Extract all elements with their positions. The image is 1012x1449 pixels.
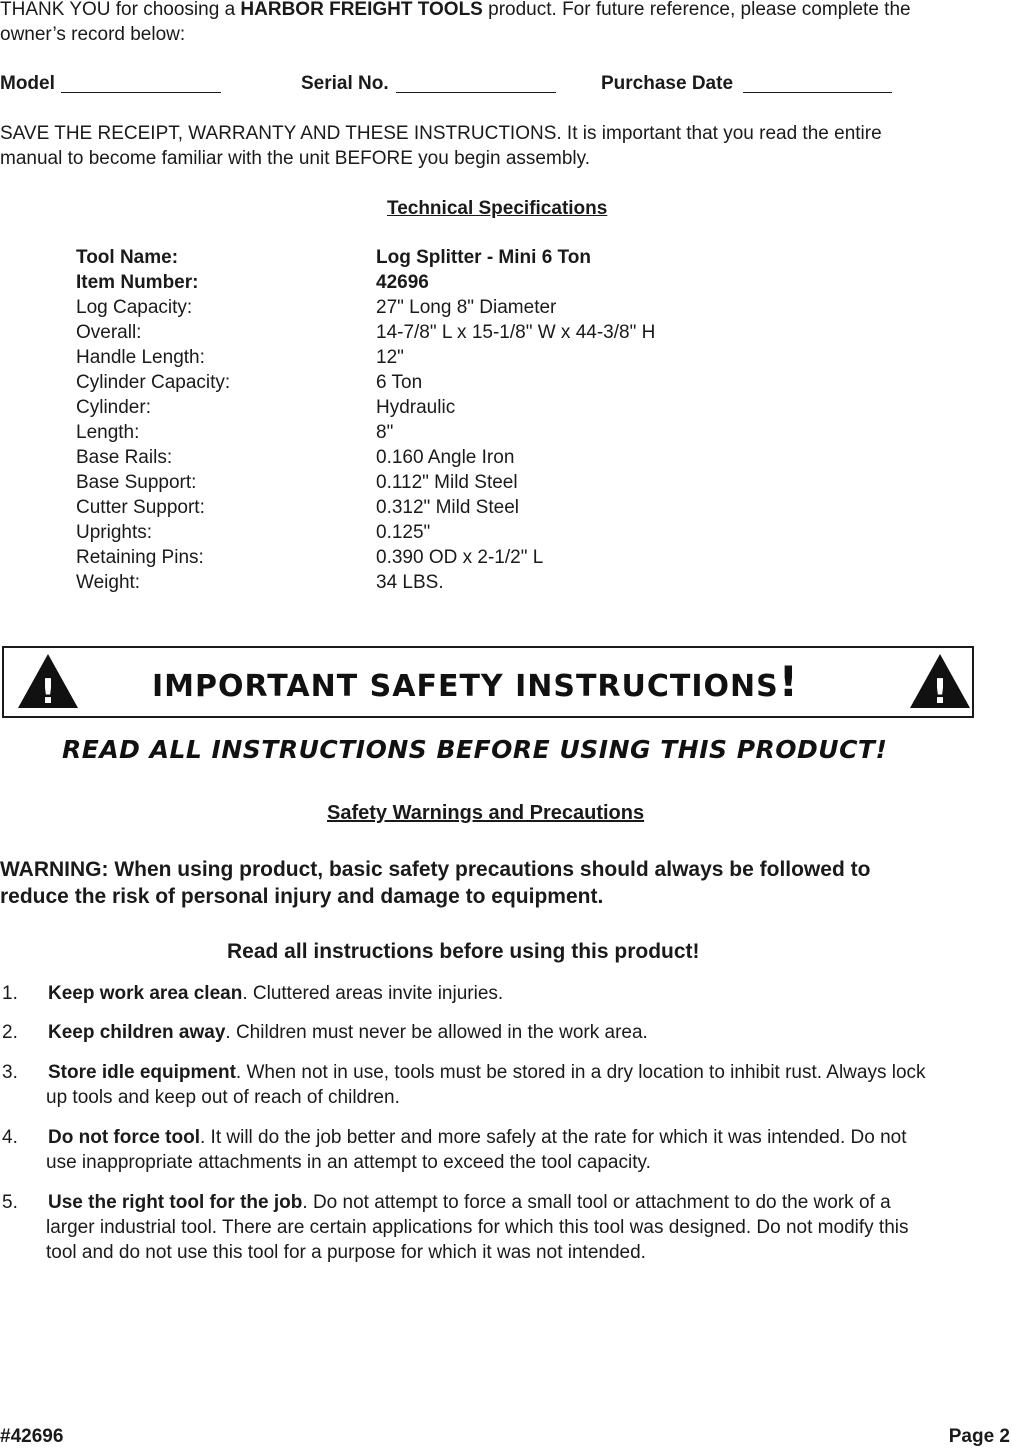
model-label: Model — [0, 73, 55, 94]
list-item: Do not force tool. It will do the job better and more safely at the rate for which it was intended. Do not use inappropriate attachments in an attempt to exceed the tool capacity. — [46, 1127, 907, 1173]
warning-triangle-icon — [16, 652, 80, 710]
specs-heading: Technical Specifications — [387, 198, 608, 219]
spec-label: Cylinder Capacity: — [76, 372, 231, 393]
spec-label: Tool Name: — [76, 247, 179, 268]
intro-line-1: THANK YOU for choosing a HARBOR FREIGHT TOOLS product. For future reference, please complete the — [0, 0, 911, 20]
spec-value: Log Splitter - Mini 6 Ton — [376, 247, 591, 268]
spec-value: 6 Ton — [376, 372, 423, 393]
warning-triangle-icon — [908, 652, 972, 710]
safety-section-heading: Safety Warnings and Precautions — [327, 802, 645, 824]
spec-label: Overall: — [76, 322, 142, 343]
save-receipt-notice: SAVE THE RECEIPT, WARRANTY AND THESE INSTRUCTIONS. It is important that you read the entire manual to become familiar with the unit BEFORE you begin assembly. — [0, 123, 882, 169]
spec-label: Base Rails: — [76, 447, 173, 468]
svg-text:!: ! — [40, 672, 56, 710]
list-item: Keep children away. Children must never be allowed in the work area. — [48, 1022, 648, 1043]
serial-field[interactable] — [396, 92, 556, 93]
spec-label: Item Number: — [76, 272, 199, 293]
list-item-number: 4. — [2, 1127, 18, 1148]
purchase-date-field[interactable] — [743, 92, 892, 93]
spec-value: 0.125" — [376, 522, 431, 543]
list-item: Store idle equipment. When not in use, tools must be stored in a dry location to inhibit rust. Always lock up tools and keep out of reach of children. — [46, 1062, 926, 1108]
serial-label: Serial No. — [301, 73, 389, 94]
list-item-number: 3. — [2, 1062, 18, 1083]
spec-value: 8" — [376, 422, 394, 443]
spec-label: Cylinder: — [76, 397, 151, 418]
model-field[interactable] — [61, 92, 221, 93]
spec-value: 12" — [376, 347, 404, 368]
footer-item-number: #42696 — [0, 1426, 64, 1447]
list-item: Keep work area clean. Cluttered areas invite injuries. — [48, 983, 504, 1004]
list-item-title: Use the right tool for the job — [48, 1192, 303, 1213]
spec-value: 34 LBS. — [376, 572, 444, 593]
spec-value: 0.312" Mild Steel — [376, 497, 519, 518]
spec-value: 14-7/8" L x 15-1/8" W x 44-3/8" H — [376, 322, 656, 343]
spec-label: Base Support: — [76, 472, 197, 493]
spec-label: Handle Length: — [76, 347, 205, 368]
spec-value: 0.160 Angle Iron — [376, 447, 515, 468]
spec-label: Cutter Support: — [76, 497, 205, 518]
safety-banner-title: IMPORTANT SAFETY INSTRUCTIONS! — [152, 657, 799, 706]
spec-label: Uprights: — [76, 522, 153, 543]
list-item-title: Store idle equipment — [48, 1062, 236, 1083]
read-all-subheading: READ ALL INSTRUCTIONS BEFORE USING THIS PRODUCT! — [62, 735, 888, 764]
read-all-instructions: Read all instructions before using this product! — [227, 940, 700, 963]
spec-value: 42696 — [376, 272, 429, 293]
spec-value: 27" Long 8" Diameter — [376, 297, 557, 318]
spec-value: Hydraulic — [376, 397, 456, 418]
intro-paragraph — [0, 0, 1010, 47]
spec-value: 0.112" Mild Steel — [376, 472, 518, 493]
brand-name: HARBOR FREIGHT TOOLS — [240, 0, 483, 20]
banner-exclamation: ! — [778, 657, 799, 706]
purchase-date-label: Purchase Date — [601, 73, 734, 94]
list-item-number: 5. — [2, 1192, 18, 1213]
safety-banner — [2, 646, 974, 718]
list-item-number: 1. — [2, 983, 18, 1004]
spec-label: Log Capacity: — [76, 297, 193, 318]
list-item-title: Do not force tool — [48, 1127, 200, 1148]
spec-label: Retaining Pins: — [76, 547, 204, 568]
spec-label: Weight: — [76, 572, 141, 593]
list-item-title: Keep work area clean — [48, 983, 243, 1004]
list-item-title: Keep children away — [48, 1022, 226, 1043]
list-item: Use the right tool for the job. Do not attempt to force a small tool or attachment to do the work of a larger industrial tool. There are certain applications for which this tool was designed. Do not modify this tool and do not use this tool for a purpose for which it was not intended. — [46, 1192, 909, 1263]
svg-text:!: ! — [932, 672, 948, 710]
warning-paragraph: WARNING: When using product, basic safety precautions should always be followed to reduce the risk of personal injury and damage to equipment. — [0, 858, 871, 908]
footer-page-number: Page 2 — [948, 1426, 1010, 1447]
list-item-number: 2. — [2, 1022, 18, 1043]
spec-value: 0.390 OD x 2-1/2" L — [376, 547, 544, 568]
intro-line-2: owner’s record below: — [0, 24, 186, 45]
spec-label: Length: — [76, 422, 140, 443]
